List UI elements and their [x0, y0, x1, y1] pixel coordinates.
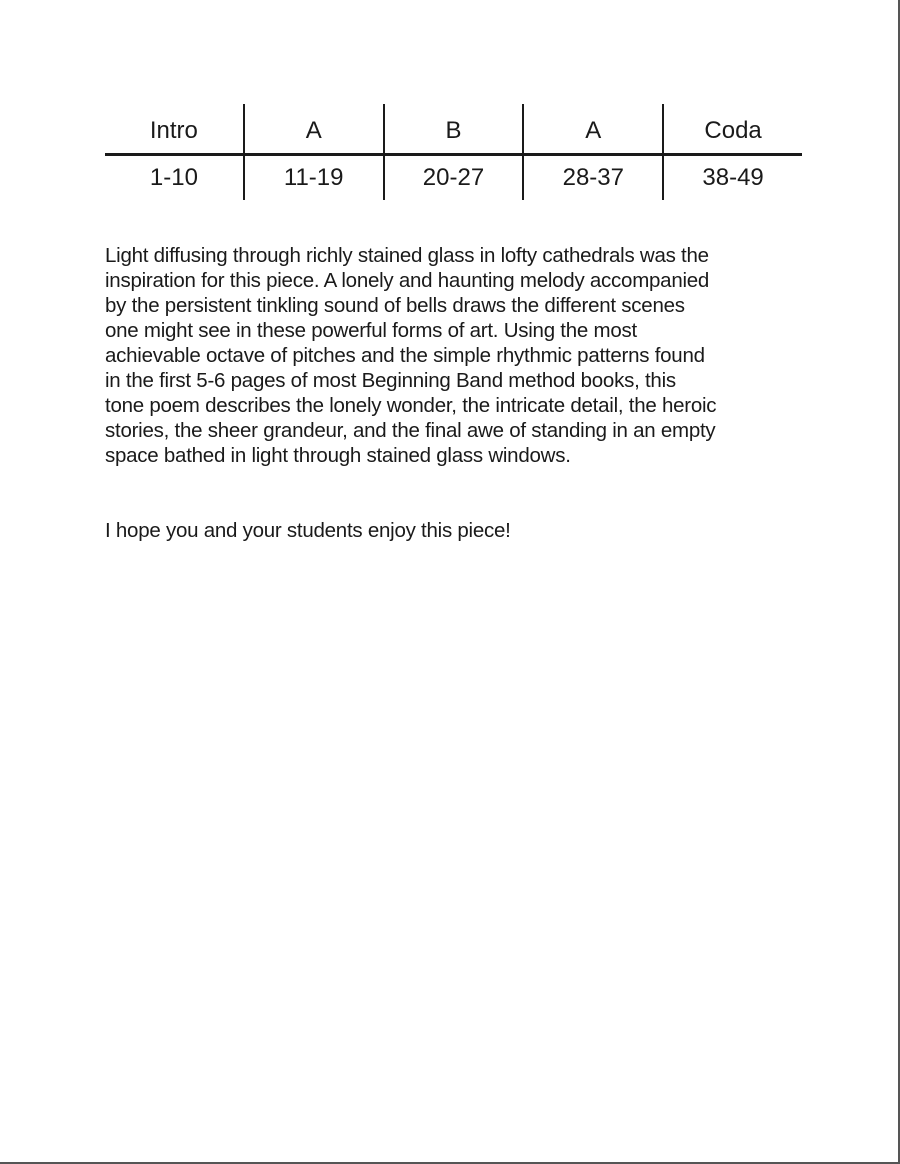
section-cell-intro: Intro [105, 104, 244, 155]
section-cell-a-return: A [523, 104, 663, 155]
measures-cell-a-return: 28-37 [523, 155, 663, 201]
closing-line: I hope you and your students enjoy this piece! [105, 519, 511, 542]
form-table [105, 104, 802, 200]
section-cell-b: B [384, 104, 524, 155]
measures-cell-intro: 1-10 [149, 164, 198, 191]
measures-cell-coda: 38-49 [663, 155, 802, 201]
section-cell-a-first: A [244, 104, 384, 155]
form-table-section-row [105, 104, 802, 155]
measures-cell-b: 20-27 [384, 155, 524, 201]
measures-cell-a-first: 11-19 [244, 155, 384, 201]
section-cell-coda: Coda [663, 104, 802, 155]
program-note-paragraph: Light diffusing through richly stained glass in lofty cathedrals was the inspiration for this piece. A lonely and haunting melody accompanied by the persistent tinkling sound of bells draws the different scenes one might see in these powerful forms of art. Using the most achievable octave of pitches and the simple rhythmic patterns found in the first 5-6 pages of most Beginning Band method books, this tone poem describes the lonely wonder, the intricate detail, the heroic stories, the sheer grandeur, and the final awe of standing in an empty space bathed in light through stained glass windows. [105, 244, 717, 467]
form-table-measures-row [105, 155, 802, 201]
